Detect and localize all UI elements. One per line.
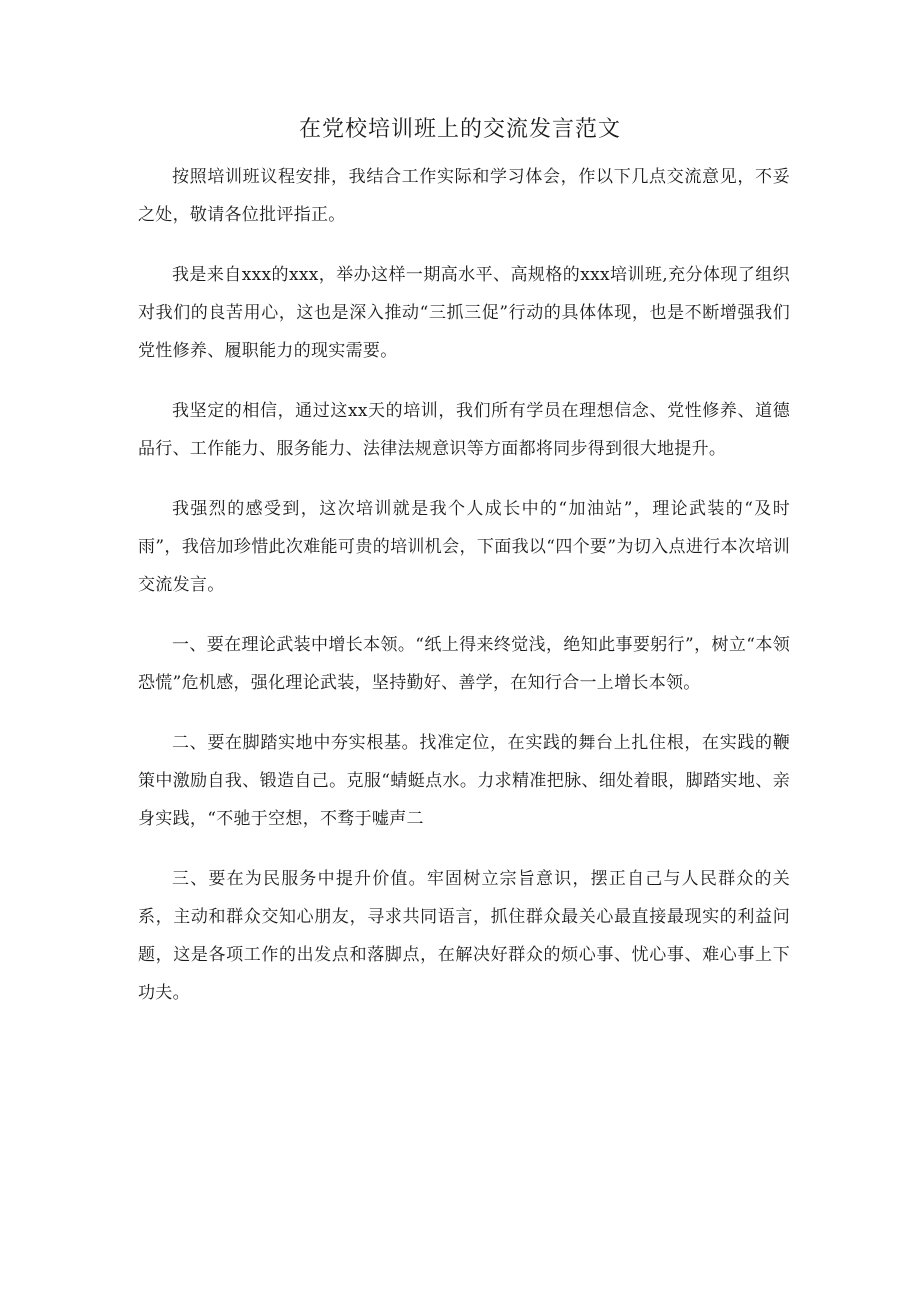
paragraph-point-three: 三、要在为民服务中提升价值。牢固树立宗旨意识，摆正自己与人民群众的关系，主动和群众交知心朋友，寻求共同语言，抓住群众最关心最直接最现实的利益问题，这是各项工作的出发点和落脚点，在解决好群众的烦心事、忧心事、难心事上下功夫。 bbox=[138, 869, 790, 1003]
paragraph-intro: 按照培训班议程安排，我结合工作实际和学习体会，作以下几点交流意见，不妥之处，敬请各位批评指正。 bbox=[138, 167, 790, 225]
paragraph-point-one: 一、要在理论武装中增长本领。“纸上得来终觉浅，绝知此事要躬行”，树立“本领恐慌”危机感，强化理论武装，坚持勤好、善学，在知行合一上增长本领。 bbox=[138, 635, 790, 693]
document-body bbox=[138, 158, 790, 1034]
paragraph-belief: 我坚定的相信，通过这xx天的培训，我们所有学员在理想信念、党性修养、道德品行、工作能力、服务能力、法律法规意识等方面都将同步得到很大地提升。 bbox=[138, 401, 790, 459]
paragraph-feeling: 我强烈的感受到，这次培训就是我个人成长中的“加油站”，理论武装的“及时雨”，我倍加珍惜此次难能可贵的培训机会，下面我以“四个要”为切入点进行本次培训交流发言。 bbox=[138, 499, 790, 595]
paragraph-point-two: 二、要在脚踏实地中夯实根基。找准定位，在实践的舞台上扎住根，在实践的鞭策中激励自我、锻造自己。克服“蜻蜓点水。力求精准把脉、细处着眼，脚踏实地、亲身实践，“不驰于空想，不骛于嘘声二 bbox=[138, 733, 790, 829]
document-title: 在党校培训班上的交流发言范文 bbox=[298, 117, 621, 142]
paragraph-background: 我是来自xxx的xxx，举办这样一期高水平、高规格的xxx培训班,充分体现了组织对我们的良苦用心，这也是深入推动“三抓三促”行动的具体体现，也是不断增强我们党性修养、履职能力的现实需要。 bbox=[138, 265, 790, 361]
